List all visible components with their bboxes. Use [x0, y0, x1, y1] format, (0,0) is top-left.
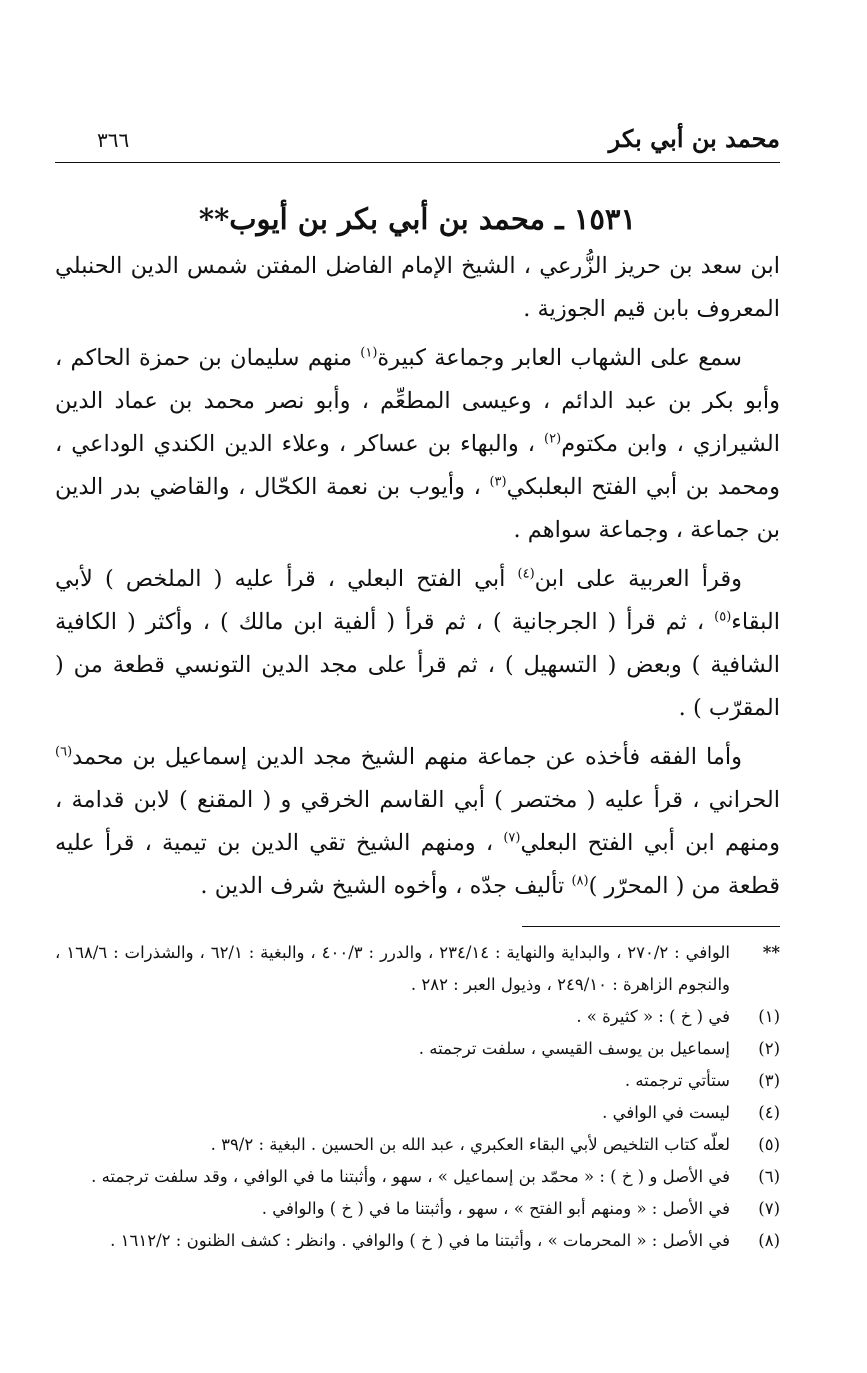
paragraph-text: وقرأ العربية على ابن — [534, 566, 742, 592]
footnote-mark: ** — [762, 943, 780, 962]
footnote-mark: (٤) — [758, 1103, 780, 1122]
paragraph-text: أبي الفتح البعلي ، قرأ عليه ( الملخص ) لأبي البقاء — [55, 566, 780, 635]
footnote-item — [55, 1065, 780, 1097]
footnote-mark: (٥) — [758, 1135, 780, 1154]
footnote-ref[interactable]: (٥) — [714, 609, 732, 625]
footnote-text: إسماعيل بن يوسف القيسي ، سلفت ترجمته . — [418, 1039, 730, 1058]
footnote-mark: (٦) — [758, 1167, 780, 1186]
entry-title: ١٥٣١ ـ محمد بن أبي بكر بن أيوب** — [198, 202, 637, 236]
footnote-ref[interactable]: (٧) — [503, 830, 521, 846]
paragraph-text: ، ثم قرأ ( الجرجانية ) ، ثم قرأ ( ألفية ابن مالك ) ، وأكثر ( الكافية الشافية ) وبعض ( التسهيل ) ، ثم قرأ على مجد الدين التونسي قطعة من ( المقرّب ) . — [55, 609, 780, 721]
footnote-text: لعلّه كتاب التلخيص لأبي البقاء العكبري ، عبد الله بن الحسين . البغية : ٣٩/٢ . — [210, 1135, 730, 1154]
footnote-text: في الأصل : « ومنهم أبو الفتح » ، سهو ، وأثبتنا ما في ( خ ) والوافي . — [261, 1199, 730, 1218]
footnote-ref[interactable]: (٣) — [489, 474, 507, 490]
paragraph-text: ابن سعد بن حريز الزُّرعي ، الشيخ الإمام الفاضل المفتن شمس الدين الحنبلي المعروف بابن قيم الجوزية . — [55, 253, 780, 322]
footnote-separator — [522, 926, 780, 927]
paragraph-text: ، وأيوب بن نعمة الكحّال ، والقاضي بدر الدين بن جماعة ، وجماعة سواهم . — [55, 474, 780, 543]
footnote-mark: (٨) — [758, 1231, 780, 1250]
footnotes — [55, 937, 780, 1257]
running-header — [55, 118, 780, 163]
footnote-mark: (٣) — [758, 1071, 780, 1090]
page-number: ٣٦٦ — [97, 128, 130, 152]
footnote-item — [55, 1129, 780, 1161]
paragraph-text: الحراني ، قرأ عليه ( مختصر ) أبي القاسم الخرقي و ( المقنع ) لابن قدامة ، ومنهم ابن أبي الفتح البعلي — [55, 787, 781, 856]
paragraph-arabic-studies — [55, 558, 780, 730]
footnote-ref[interactable]: (٢) — [544, 431, 562, 447]
footnote-text: ستأتي ترجمته . — [624, 1071, 730, 1090]
footnote-item — [55, 1033, 780, 1065]
footnote-mark: (١) — [758, 1007, 780, 1026]
paragraph-text: ، ومنهم الشيخ تقي الدين بن تيمية ، قرأ عليه قطعة من ( المحرّر ) — [55, 830, 780, 899]
footnote-mark: (٢) — [758, 1039, 780, 1058]
footnote-item — [55, 1161, 780, 1193]
footnote-item — [55, 1193, 780, 1225]
paragraph-text: وأما الفقه فأخذه عن جماعة منهم الشيخ مجد الدين إسماعيل بن محمد — [72, 744, 742, 770]
paragraph-text: منهم سليمان بن حمزة الحاكم ، وأبو بكر بن عبد الدائم ، وعيسى المطعِّم ، وأبو نصر محمد بن عماد الدين الشيرازي ، وابن مكتوم — [55, 345, 780, 457]
footnote-text: ليست في الوافي . — [602, 1103, 730, 1122]
book-page — [55, 118, 780, 1257]
footnote-item — [55, 1097, 780, 1129]
footnote-item — [55, 1001, 780, 1033]
paragraph-text: ، والبهاء بن عساكر ، وعلاء الدين الكندي الوداعي ، ومحمد بن أبي الفتح البعلبكي — [55, 431, 780, 500]
paragraph-teachers — [55, 337, 780, 552]
footnote-text: في الأصل و ( خ ) : « محمّد بن إسماعيل » ، سهو ، وأثبتنا ما في الوافي ، وقد سلفت ترجمته . — [91, 1167, 730, 1186]
footnote-text: الوافي : ٢٧٠/٢ ، والبداية والنهاية : ٢٣٤/١٤ ، والدرر : ٤٠٠/٣ ، والبغية : ٦٢/١ ، والشذرات : ١٦٨/٦ ، والنجوم الزاهرة : ٢٤٩/١٠ ، وذيول العبر : ٢٨٢ . — [55, 943, 730, 994]
footnote-ref[interactable]: (٦) — [55, 744, 73, 760]
footnote-ref[interactable]: (٤) — [517, 566, 535, 582]
paragraph-fiqh-studies — [55, 736, 780, 908]
footnote-item — [55, 1225, 780, 1257]
footnote-ref[interactable]: (٨) — [571, 873, 589, 889]
running-title: محمد بن أبي بكر — [608, 124, 780, 153]
footnote-text: في ( خ ) : « كثيرة » . — [576, 1007, 730, 1026]
footnote-ref[interactable]: (١) — [360, 345, 378, 361]
footnote-item — [55, 937, 780, 1001]
footnote-text: في الأصل : « المحرمات » ، وأثبتنا ما في ( خ ) والوافي . وانظر : كشف الظنون : ١٦١٢/٢ . — [110, 1231, 730, 1250]
paragraph-text: سمع على الشهاب العابر وجماعة كبيرة — [377, 345, 742, 371]
paragraph-text: تأليف جدّه ، وأخوه الشيخ شرف الدين . — [200, 873, 572, 899]
footnote-mark: (٧) — [758, 1199, 780, 1218]
paragraph-lineage — [55, 245, 780, 331]
